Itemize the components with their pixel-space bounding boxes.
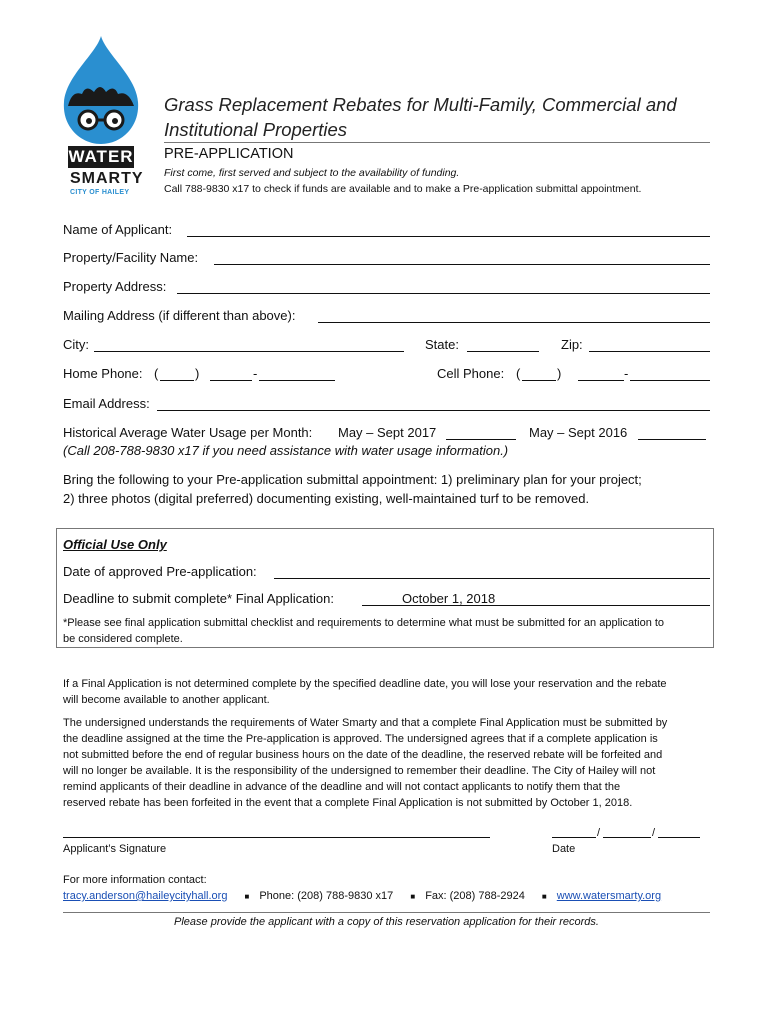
home-phone-number-line[interactable] <box>259 380 335 381</box>
footer-note: Please provide the applicant with a copy of this reservation application for their records. <box>174 916 599 928</box>
field-email-line[interactable] <box>157 410 710 411</box>
field-property-name-label: Property/Facility Name: <box>63 250 199 265</box>
usage-period-2016: May – Sept 2016 <box>529 425 628 440</box>
home-phone-close-paren: ) <box>195 366 200 381</box>
contact-web-link[interactable]: www.watersmarty.org <box>556 890 662 902</box>
bring-line-1: Bring the following to your Pre-application submittal appointment: 1) preliminary plan for your project; <box>63 472 642 487</box>
official-footnote-2: be considered complete. <box>63 633 183 645</box>
field-name-label: Name of Applicant: <box>63 222 173 237</box>
reservation-para-line-1: If a Final Application is not determined complete by the specified deadline date, you will lose your reservation and the rebate <box>63 678 667 690</box>
bullet-icon: ■ <box>244 892 250 901</box>
field-home-phone-label: Home Phone: <box>63 366 143 381</box>
logo-word-smarty: SMARTY <box>70 170 144 187</box>
approved-date-line[interactable] <box>274 578 710 579</box>
date-day-line[interactable] <box>603 837 651 838</box>
bring-line-2: 2) three photos (digital preferred) documenting existing, well-maintained turf to be removed. <box>63 491 590 506</box>
field-mailing-address-line[interactable] <box>318 322 710 323</box>
title-divider <box>164 142 710 143</box>
cell-phone-number-line[interactable] <box>630 380 710 381</box>
contact-phone: Phone: (208) 788-9830 x17 <box>259 890 394 902</box>
field-name-line[interactable] <box>187 236 710 237</box>
terms-line: reserved rebate has been forfeited in the event that a complete Final Application is not submitted by October 1, 2018. <box>63 797 633 809</box>
approved-date-label: Date of approved Pre-application: <box>63 564 257 579</box>
logo-word-water: WATER <box>68 147 134 166</box>
usage-assist-note: (Call 208-788-9830 x17 if you need assistance with water usage information.) <box>63 443 509 458</box>
cell-phone-dash: - <box>624 366 629 381</box>
bullet-icon: ■ <box>410 892 416 901</box>
field-email-label: Email Address: <box>63 396 150 411</box>
terms-line: will no longer be available. It is the responsibility of the undersigned to remember their deadline. The City of Hailey will not <box>63 765 656 777</box>
usage-label: Historical Average Water Usage per Month: <box>63 425 313 440</box>
terms-line: The undersigned understands the requirements of Water Smarty and that a complete Final Application must be submitted by <box>63 717 668 729</box>
deadline-label: Deadline to submit complete* Final Application: <box>63 591 334 606</box>
contact-heading: For more information contact: <box>63 874 207 886</box>
official-footnote-1: *Please see final application submittal checklist and requirements to determine what must be submitted for an application to <box>63 617 665 629</box>
reservation-para-line-2: will become available to another applicant. <box>63 694 270 706</box>
footer-divider <box>63 912 710 913</box>
home-phone-dash: - <box>253 366 258 381</box>
field-state-label: State: <box>425 337 459 352</box>
usage-2016-line[interactable] <box>638 439 706 440</box>
water-smarty-logo <box>60 34 142 204</box>
usage-2017-line[interactable] <box>446 439 516 440</box>
date-year-line[interactable] <box>658 837 700 838</box>
cell-phone-open-paren: ( <box>516 366 521 381</box>
field-zip-line[interactable] <box>589 351 710 352</box>
bullet-icon: ■ <box>541 892 547 901</box>
logo-word-city: CITY OF HAILEY <box>70 189 130 196</box>
date-separator: / <box>652 827 656 839</box>
signature-line[interactable] <box>63 837 490 838</box>
field-state-line[interactable] <box>467 351 539 352</box>
field-property-address-line[interactable] <box>177 293 710 294</box>
field-property-address-label: Property Address: <box>63 279 167 294</box>
field-city-line[interactable] <box>94 351 404 352</box>
water-drop-mascot-icon <box>60 34 142 146</box>
home-phone-open-paren: ( <box>154 366 159 381</box>
home-phone-prefix-line[interactable] <box>210 380 252 381</box>
cell-phone-close-paren: ) <box>557 366 562 381</box>
field-mailing-address-label: Mailing Address (if different than above): <box>63 308 296 323</box>
field-city-label: City: <box>63 337 89 352</box>
deadline-value: October 1, 2018 <box>402 591 496 606</box>
usage-period-2017: May – Sept 2017 <box>338 425 437 440</box>
contact-email-link[interactable]: tracy.anderson@haileycityhall.org <box>63 890 228 902</box>
call-note: Call 788-9830 x17 to check if funds are available and to make a Pre-application submittal appointment. <box>164 183 642 195</box>
terms-line: remind applicants of their deadline in advance of the deadline and will not contact applicants to notify them that the <box>63 781 621 793</box>
cell-phone-prefix-line[interactable] <box>578 380 624 381</box>
signature-label: Applicant’s Signature <box>63 843 167 855</box>
field-zip-label: Zip: <box>561 337 583 352</box>
date-month-line[interactable] <box>552 837 596 838</box>
cell-phone-area-line[interactable] <box>522 380 556 381</box>
funding-note: First come, first served and subject to the availability of funding. <box>164 167 460 179</box>
date-separator: / <box>597 827 601 839</box>
document-title: Grass Replacement Rebates for Multi-Family, Commercial and Institutional Properties <box>164 94 677 140</box>
home-phone-area-line[interactable] <box>160 380 194 381</box>
field-cell-phone-label: Cell Phone: <box>437 366 505 381</box>
contact-fax: Fax: (208) 788-2924 <box>425 890 525 902</box>
date-label: Date <box>552 843 576 855</box>
field-property-name-line[interactable] <box>214 264 710 265</box>
terms-line: not submitted before the end of regular business hours on the date of the deadline, the reserved rebate will be forfeited and <box>63 749 663 761</box>
official-use-heading: Official Use Only <box>63 537 167 552</box>
document-subtitle: PRE-APPLICATION <box>164 146 294 162</box>
terms-line: the deadline assigned at the time the Pre-application is approved. The undersigned agrees that if a complete application is <box>63 733 658 745</box>
